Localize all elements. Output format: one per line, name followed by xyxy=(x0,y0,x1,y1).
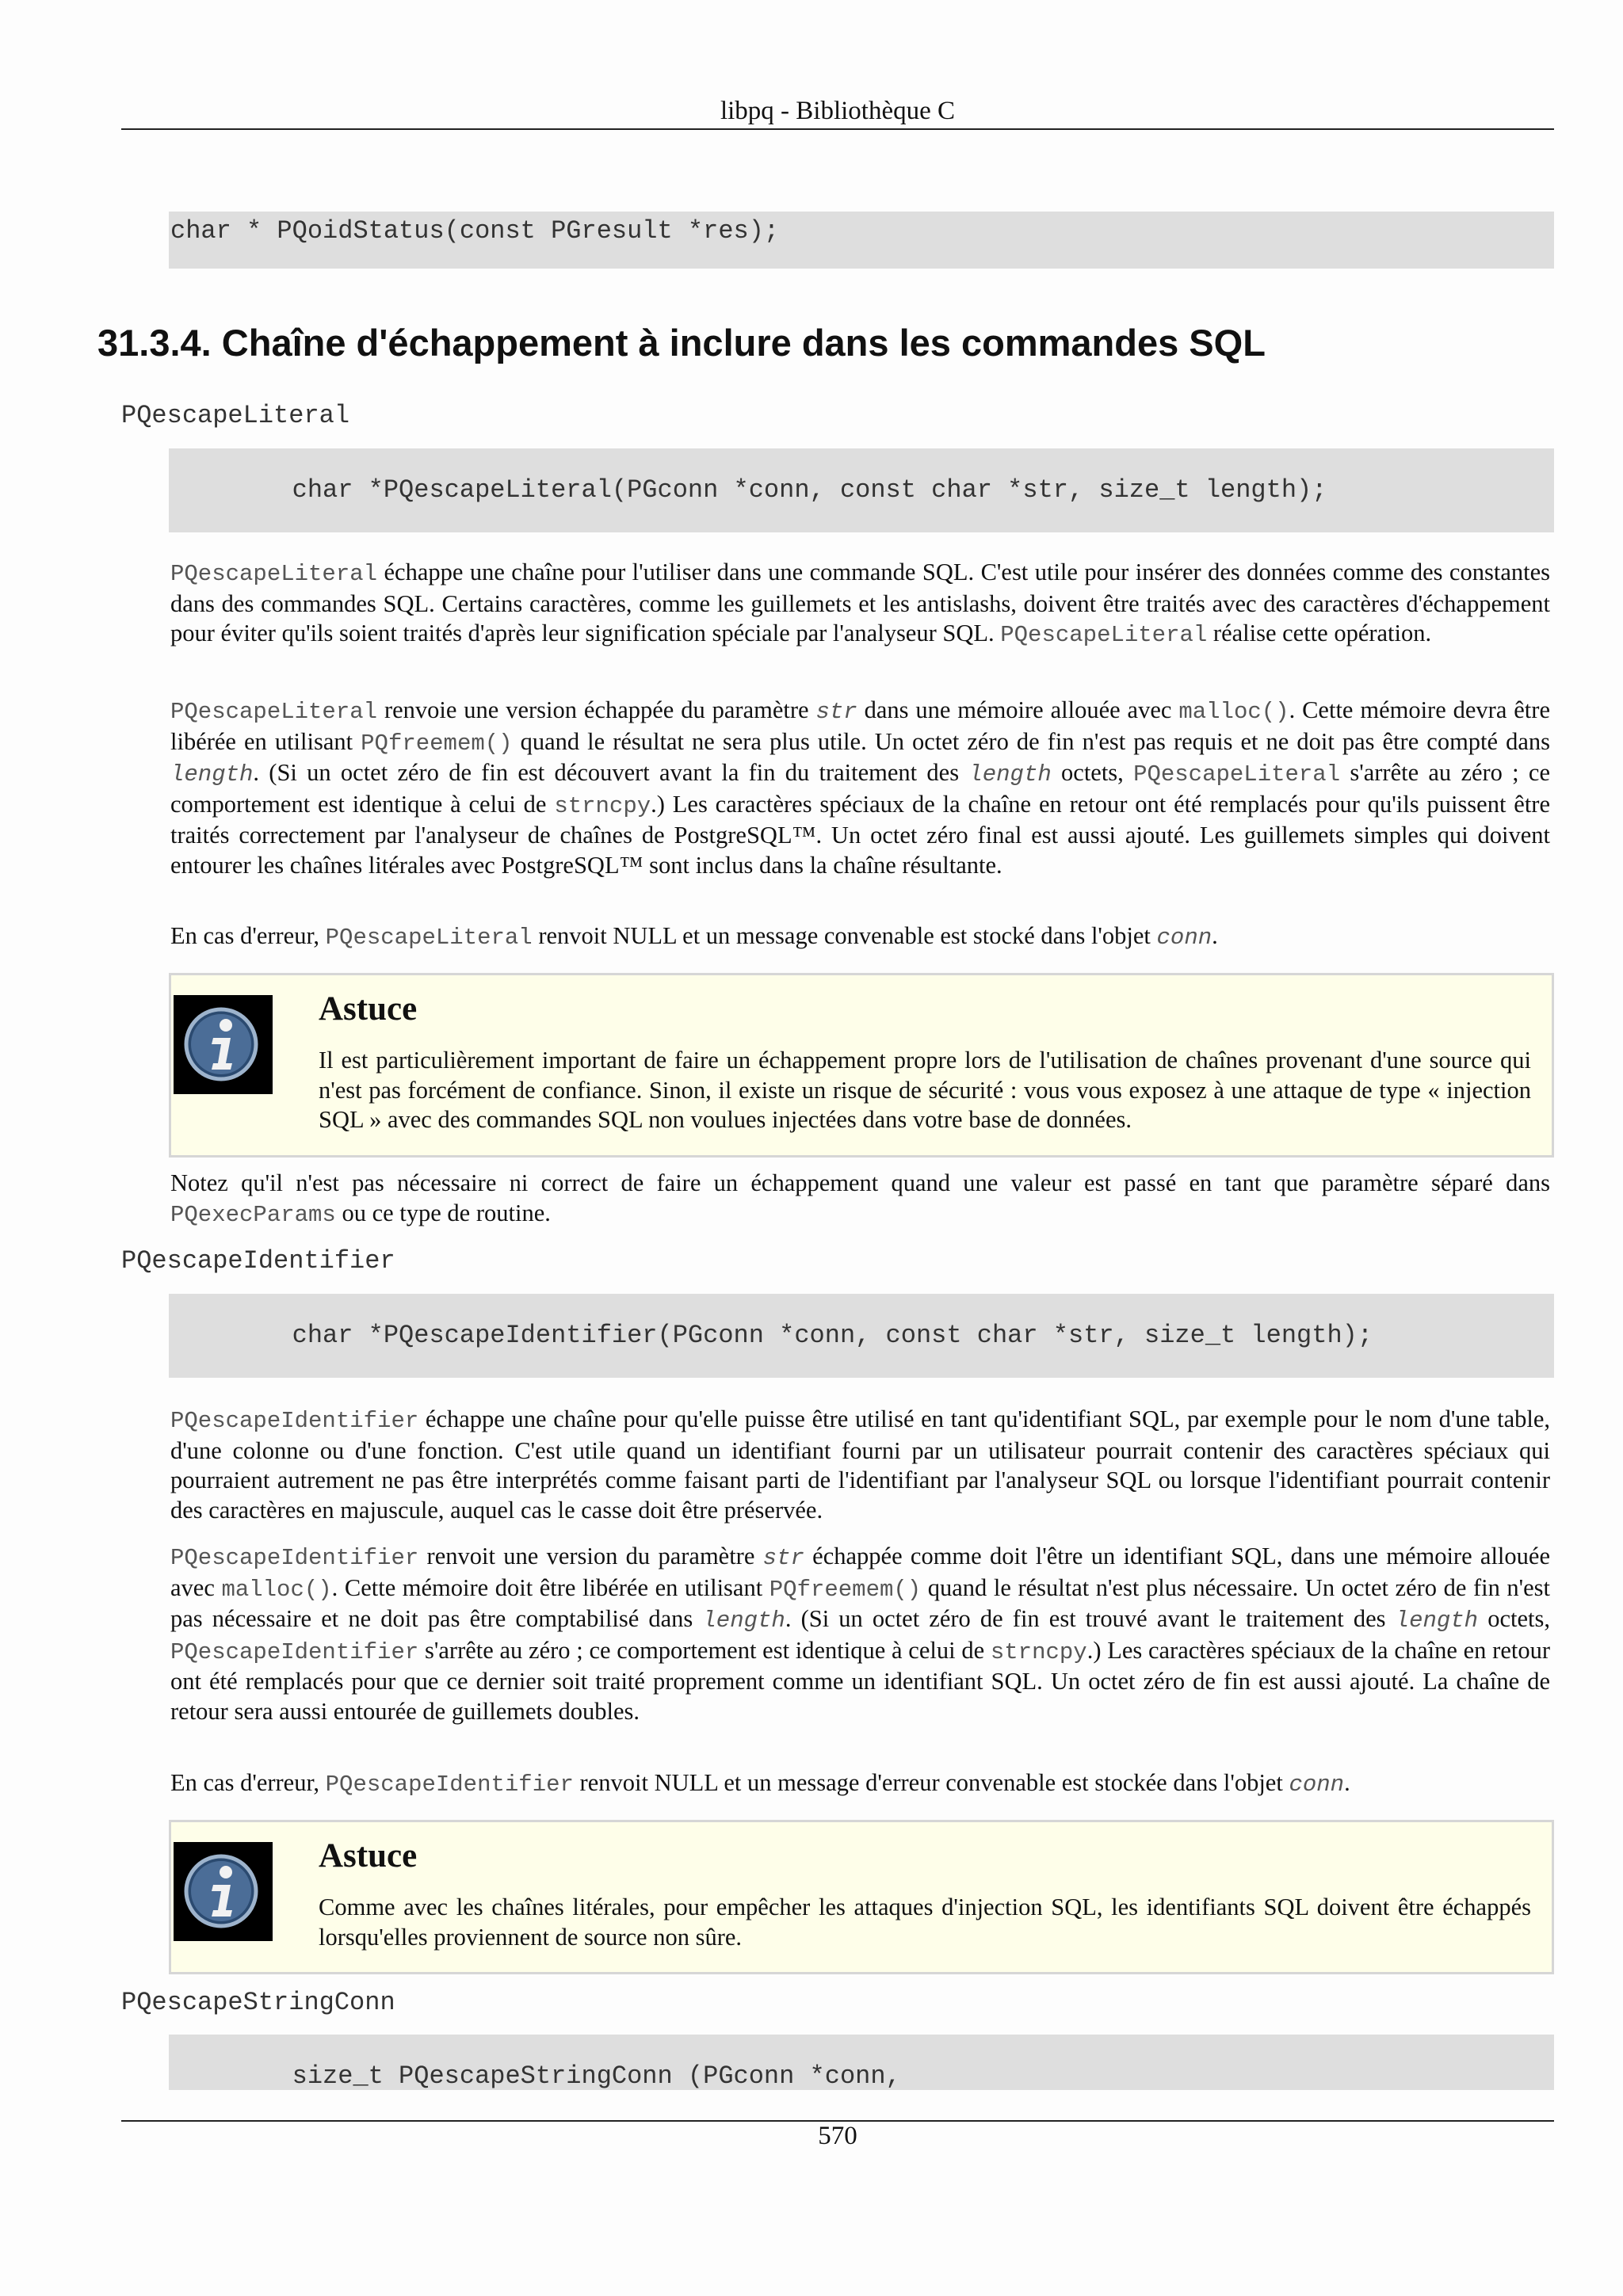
paragraph xyxy=(170,1169,1550,1230)
text-run: quand le résultat n'est plus nécessaire. Un octet zéro de fin n'est pas nécessaire et ne doit pas être comptabilisé dans xyxy=(170,1573,1551,1633)
paragraph xyxy=(170,1768,1550,1800)
paragraph xyxy=(170,696,1550,881)
tip-title: Astuce xyxy=(319,990,418,1028)
info-icon xyxy=(174,1842,273,1941)
text-run: dans une mémoire allouée avec xyxy=(857,696,1179,723)
text-run: renvoit NULL et un message convenable est stocké dans l'objet xyxy=(532,922,1157,949)
text-run: renvoit NULL et un message d'erreur convenable est stockée dans l'objet xyxy=(573,1769,1289,1796)
inline-code: PQescapeLiteral xyxy=(170,699,378,725)
page-number: 570 xyxy=(818,2122,857,2150)
parameter-name: conn xyxy=(1156,925,1212,951)
text-run: échappée comme doit l'être un identifiant SQL, dans une mémoire allouée avec xyxy=(170,1543,1550,1601)
text-run: . (Si un octet zéro de fin est trouvé avant le traitement des xyxy=(785,1605,1396,1633)
paragraph xyxy=(170,558,1550,650)
text-run: échappe une chaîne pour l'utiliser dans une commande SQL. C'est utile pour insérer des données comme des constantes dans des commandes SQL. Certains caractères, comme les guillemets et les antislashs, doivent être traités avec des caractères d'échappement pour éviter qu'ils soient traités d'après leur signification spéciale par l'analyseur SQL. xyxy=(170,559,1550,647)
text-run: renvoie une version échappée du paramètre xyxy=(377,696,816,723)
text-run: .) Les caractères spéciaux de la chaîne en retour ont été remplacés pour que ce dernier soit traité proprement comme un identifiant SQL. Un octet zéro de fin est aussi ajouté. La chaîne de retour sera aussi entourée de guillemets doubles. xyxy=(170,1636,1550,1725)
inline-code: PQescapeLiteral xyxy=(1133,761,1341,788)
inline-code: malloc() xyxy=(1178,699,1289,725)
parameter-name: length xyxy=(968,761,1052,788)
text-run: . xyxy=(1344,1769,1350,1796)
inline-code: PQescapeLiteral xyxy=(1000,622,1208,649)
paragraph xyxy=(170,1542,1550,1727)
code-block-pqescapeliteral: char *PQescapeLiteral(PGconn *conn, const char *str, size_t length); xyxy=(169,448,1554,532)
inline-code: PQescapeLiteral xyxy=(170,561,378,587)
term-pqescapeidentifier: PQescapeIdentifier xyxy=(121,1246,395,1276)
inline-code: PQexecParams xyxy=(170,1201,336,1228)
text-run: En cas d'erreur, xyxy=(170,922,326,949)
parameter-name: conn xyxy=(1289,1772,1345,1798)
header-rule xyxy=(121,128,1554,130)
tip-text: Il est particulièrement important de faire un échappement propre lors de l'utilisation de chaînes provenant d'une source qui n'est pas forcément de confiance. Sinon, il existe un risque de sécurité : vous vous exposez à une attaque de type « injection SQL » avec des commandes SQL non voulues injectées dans votre base de données. xyxy=(319,1047,1531,1134)
tip-text: Comme avec les chaînes litérales, pour empêcher les attaques d'injection SQL, les identifiants SQL doivent être échappés lorsqu'elles proviennent de source non sûre. xyxy=(319,1894,1531,1951)
text-run: . Cette mémoire doit être libérée en utilisant xyxy=(331,1573,769,1601)
text-run: ou ce type de routine. xyxy=(335,1199,551,1226)
parameter-name: length xyxy=(1395,1608,1479,1634)
paragraph xyxy=(170,1405,1550,1525)
text-run: En cas d'erreur, xyxy=(170,1769,326,1796)
paragraph xyxy=(170,921,1550,953)
text-run: .) Les caractères spéciaux de la chaîne en retour ont été remplacés pour qu'ils puissent être traités correctement par l'analyseur de chaînes de PostgreSQL™. Un octet zéro final est aussi ajouté. Les guillemets simples qui doivent entourer les chaînes litérales avec PostgreSQL™ sont inclus dans la chaîne résultante. xyxy=(170,790,1550,879)
inline-code: PQfreemem() xyxy=(769,1576,922,1603)
term-pqescapeliteral: PQescapeLiteral xyxy=(121,401,350,430)
inline-code: PQescapeLiteral xyxy=(325,925,533,951)
inline-code: PQescapeIdentifier xyxy=(170,1638,419,1665)
text-run: s'arrête au zéro ; ce comportement est identique à celui de xyxy=(418,1636,991,1664)
text-run: quand le résultat ne sera plus utile. Un octet zéro de fin n'est pas requis et ne doit pas être compté dans xyxy=(512,727,1550,755)
parameter-name: length xyxy=(170,761,254,788)
inline-code: strncpy xyxy=(990,1638,1087,1665)
text-run: octets, xyxy=(1478,1605,1550,1633)
parameter-name: str xyxy=(815,699,857,725)
inline-code: PQfreemem() xyxy=(361,730,513,757)
tip-box xyxy=(169,1820,1554,1974)
inline-code: PQescapeIdentifier xyxy=(170,1545,419,1571)
running-header: libpq - Bibliothèque C xyxy=(720,97,956,125)
code-block-pqescapestringconn: size_t PQescapeStringConn (PGconn *conn, xyxy=(169,2035,1554,2090)
code-block-oid-status: char * PQoidStatus(const PGresult *res); xyxy=(169,212,1554,269)
text-run: . (Si un octet zéro de fin est découvert avant la fin du traitement des xyxy=(253,759,969,787)
text-run: s'arrête au zéro ; ce comportement est identique à celui de xyxy=(170,759,1550,818)
tip-title: Astuce xyxy=(319,1837,418,1875)
parameter-name: str xyxy=(762,1545,804,1571)
info-icon xyxy=(174,995,273,1094)
text-run: . Cette mémoire devra être libérée en utilisant xyxy=(170,696,1550,755)
text-run: Notez qu'il n'est pas nécessaire ni correct de faire un échappement quand une valeur est passé en tant que paramètre séparé dans xyxy=(170,1169,1550,1196)
text-run: échappe une chaîne pour qu'elle puisse être utilisé en tant qu'identifiant SQL, par exemple pour le nom d'une table, d'une colonne ou d'une fonction. C'est utile quand un identifiant fourni par un utilisateur pourrait contenir des caractères spéciaux qui pourraient autrement ne pas être interprétés comme faisant parti de l'identifiant par l'analyseur SQL ou lorsque l'identifiant pourrait contenir des caractères en majuscule, auquel cas le casse doit être préservée. xyxy=(170,1405,1550,1524)
inline-code: malloc() xyxy=(221,1576,332,1603)
code-block-pqescapeidentifier: char *PQescapeIdentifier(PGconn *conn, const char *str, size_t length); xyxy=(169,1294,1554,1378)
section-title: 31.3.4. Chaîne d'échappement à inclure dans les commandes SQL xyxy=(97,322,1266,364)
parameter-name: length xyxy=(702,1608,785,1634)
inline-code: PQescapeIdentifier xyxy=(170,1408,419,1434)
tip-box xyxy=(169,973,1554,1158)
term-pqescapestringconn: PQescapeStringConn xyxy=(121,1988,395,2017)
text-run: renvoit une version du paramètre xyxy=(418,1543,763,1569)
text-run: . xyxy=(1212,922,1218,949)
inline-code: PQescapeIdentifier xyxy=(325,1772,574,1798)
text-run: octets, xyxy=(1051,759,1134,787)
text-run: réalise cette opération. xyxy=(1207,620,1432,647)
inline-code: strncpy xyxy=(554,792,651,819)
